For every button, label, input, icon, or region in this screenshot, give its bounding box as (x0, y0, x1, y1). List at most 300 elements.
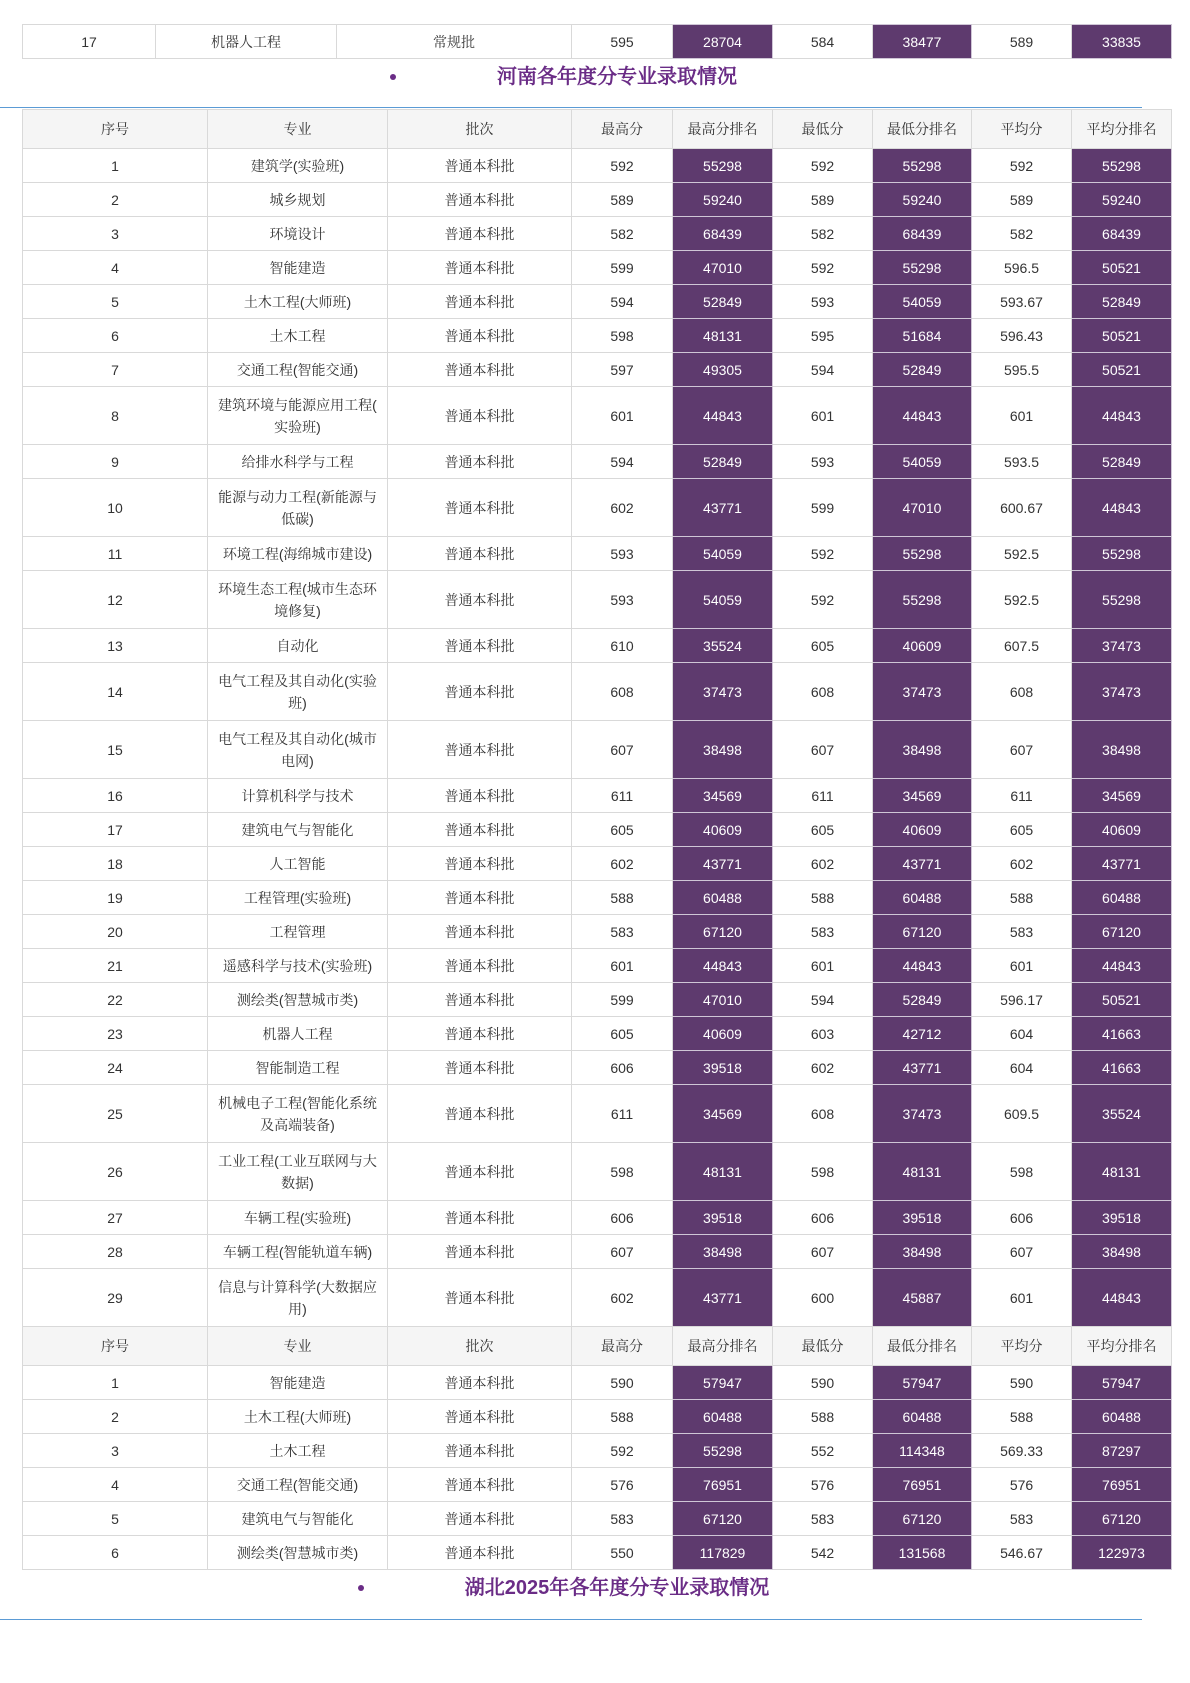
cell-batch: 普通本科批 (388, 387, 572, 445)
cell-avg-score: 590 (972, 1366, 1072, 1400)
cell-major: 电气工程及其自动化(实验 班) (208, 663, 388, 721)
cell-min-score-rank: 51684 (873, 319, 972, 353)
cell-avg-score-rank: 43771 (1072, 847, 1172, 881)
cell-min-score-rank: 52849 (873, 983, 972, 1017)
cell-major: 交通工程(智能交通) (208, 353, 388, 387)
cell-major: 车辆工程(实验班) (208, 1201, 388, 1235)
cell-major: 智能建造 (208, 1366, 388, 1400)
cell-max-score: 608 (572, 663, 673, 721)
previous-table-grid (22, 24, 1172, 59)
cell-major: 车辆工程(智能轨道车辆) (208, 1235, 388, 1269)
cell-index: 28 (23, 1235, 208, 1269)
header-min-score: 最低分 (773, 1327, 873, 1366)
cell-avg-score: 593.5 (972, 445, 1072, 479)
cell-min-score-rank: 60488 (873, 881, 972, 915)
cell-min-score-rank: 40609 (873, 629, 972, 663)
cell-batch: 普通本科批 (388, 1085, 572, 1143)
cell-max-score-rank: 35524 (673, 629, 773, 663)
cell-batch: 普通本科批 (388, 1366, 572, 1400)
cell-batch: 普通本科批 (388, 1017, 572, 1051)
cell-major: 机器人工程 (156, 25, 337, 59)
cell-index: 16 (23, 779, 208, 813)
header-max-score-rank: 最高分排名 (673, 110, 773, 149)
cell-index: 11 (23, 537, 208, 571)
header-min-score: 最低分 (773, 110, 873, 149)
cell-index: 25 (23, 1085, 208, 1143)
cell-avg-score-rank: 38498 (1072, 1235, 1172, 1269)
cell-max-score: 602 (572, 847, 673, 881)
table-row (23, 1366, 1172, 1400)
cell-max-score: 598 (572, 1143, 673, 1201)
table-row (23, 813, 1172, 847)
cell-max-score-rank: 54059 (673, 571, 773, 629)
cell-major: 环境生态工程(城市生态环 境修复) (208, 571, 388, 629)
section-title-henan (0, 64, 1190, 90)
header-min-score-rank: 最低分排名 (873, 110, 972, 149)
header-max-score: 最高分 (572, 110, 673, 149)
cell-min-score: 582 (773, 217, 873, 251)
section-title-label: 湖北2025年各年度分专业录取情况 (464, 1577, 770, 1599)
cell-min-score: 605 (773, 629, 873, 663)
cell-avg-score-rank: 34569 (1072, 779, 1172, 813)
henan-admission-tables (22, 109, 1172, 1570)
cell-avg-score: 607 (972, 1235, 1072, 1269)
cell-max-score-rank: 43771 (673, 1269, 773, 1327)
cell-max-score-rank: 52849 (673, 285, 773, 319)
cell-min-score-rank: 60488 (873, 1400, 972, 1434)
cell-max-score: 592 (572, 1434, 673, 1468)
cell-min-score-rank: 114348 (873, 1434, 972, 1468)
section-title-hubei (0, 1575, 1190, 1601)
cell-index: 17 (23, 813, 208, 847)
cell-avg-score-rank: 55298 (1072, 571, 1172, 629)
table-row (23, 721, 1172, 779)
cell-major: 建筑学(实验班) (208, 149, 388, 183)
cell-avg-score-rank: 38498 (1072, 721, 1172, 779)
cell-max-score: 605 (572, 1017, 673, 1051)
cell-avg-score-rank: 44843 (1072, 1269, 1172, 1327)
cell-max-score-rank: 48131 (673, 319, 773, 353)
cell-max-score: 611 (572, 779, 673, 813)
cell-min-score-rank: 131568 (873, 1536, 972, 1570)
table-row (23, 779, 1172, 813)
cell-avg-score: 598 (972, 1143, 1072, 1201)
table-row (23, 285, 1172, 319)
cell-min-score-rank: 55298 (873, 251, 972, 285)
cell-max-score-rank: 39518 (673, 1051, 773, 1085)
cell-avg-score-rank: 50521 (1072, 353, 1172, 387)
table-row (23, 1201, 1172, 1235)
cell-max-score-rank: 54059 (673, 537, 773, 571)
cell-min-score-rank: 37473 (873, 663, 972, 721)
cell-avg-score-rank: 52849 (1072, 445, 1172, 479)
cell-max-score: 550 (572, 1536, 673, 1570)
cell-avg-score: 593.67 (972, 285, 1072, 319)
cell-index: 26 (23, 1143, 208, 1201)
cell-max-score-rank: 67120 (673, 1502, 773, 1536)
cell-avg-score-rank: 37473 (1072, 663, 1172, 721)
cell-major: 交通工程(智能交通) (208, 1468, 388, 1502)
cell-index: 13 (23, 629, 208, 663)
cell-min-score-rank: 39518 (873, 1201, 972, 1235)
cell-max-score-rank: 39518 (673, 1201, 773, 1235)
cell-avg-score: 546.67 (972, 1536, 1072, 1570)
cell-min-score-rank: 48131 (873, 1143, 972, 1201)
cell-min-score: 603 (773, 1017, 873, 1051)
table-row (23, 1502, 1172, 1536)
cell-batch: 普通本科批 (388, 445, 572, 479)
table-row (23, 537, 1172, 571)
cell-batch: 普通本科批 (388, 1201, 572, 1235)
cell-min-score-rank: 55298 (873, 537, 972, 571)
cell-batch: 普通本科批 (388, 1502, 572, 1536)
cell-max-score: 602 (572, 479, 673, 537)
cell-avg-score: 604 (972, 1051, 1072, 1085)
cell-min-score-rank: 38498 (873, 1235, 972, 1269)
cell-major: 土木工程 (208, 1434, 388, 1468)
header-avg-score-rank: 平均分排名 (1072, 110, 1172, 149)
cell-major: 自动化 (208, 629, 388, 663)
cell-index: 8 (23, 387, 208, 445)
cell-min-score: 588 (773, 881, 873, 915)
cell-avg-score-rank: 41663 (1072, 1017, 1172, 1051)
cell-min-score: 601 (773, 387, 873, 445)
cell-min-score: 583 (773, 1502, 873, 1536)
table-row (23, 479, 1172, 537)
cell-avg-score: 592.5 (972, 571, 1072, 629)
cell-min-score: 590 (773, 1366, 873, 1400)
cell-avg-score-rank: 52849 (1072, 285, 1172, 319)
cell-batch: 常规批 (337, 25, 572, 59)
cell-min-score: 602 (773, 1051, 873, 1085)
cell-min-score-rank: 76951 (873, 1468, 972, 1502)
cell-major: 建筑电气与智能化 (208, 813, 388, 847)
cell-index: 29 (23, 1269, 208, 1327)
table-row (23, 1269, 1172, 1327)
header-avg-score: 平均分 (972, 1327, 1072, 1366)
table-row (23, 1017, 1172, 1051)
cell-max-score-rank: 117829 (673, 1536, 773, 1570)
cell-min-score-rank: 67120 (873, 1502, 972, 1536)
cell-major: 遥感科学与技术(实验班) (208, 949, 388, 983)
cell-index: 10 (23, 479, 208, 537)
cell-max-score-rank: 59240 (673, 183, 773, 217)
header-index: 序号 (23, 110, 208, 149)
cell-batch: 普通本科批 (388, 881, 572, 915)
header-avg-score-rank: 平均分排名 (1072, 1327, 1172, 1366)
header-batch: 批次 (388, 110, 572, 149)
cell-max-score: 583 (572, 915, 673, 949)
cell-batch: 普通本科批 (388, 1536, 572, 1570)
cell-max-score-rank: 40609 (673, 813, 773, 847)
cell-min-score: 599 (773, 479, 873, 537)
cell-min-score: 598 (773, 1143, 873, 1201)
cell-batch: 普通本科批 (388, 847, 572, 881)
cell-max-score-rank: 55298 (673, 149, 773, 183)
cell-index: 4 (23, 1468, 208, 1502)
cell-min-score: 606 (773, 1201, 873, 1235)
section-title-hubei-text (465, 1575, 770, 1601)
cell-index: 22 (23, 983, 208, 1017)
henan-table-part-1 (22, 109, 1172, 1327)
cell-index: 5 (23, 1502, 208, 1536)
cell-max-score-rank: 44843 (673, 387, 773, 445)
cell-index: 17 (23, 25, 156, 59)
cell-max-score: 582 (572, 217, 673, 251)
cell-min-score-rank: 44843 (873, 949, 972, 983)
cell-min-score: 605 (773, 813, 873, 847)
cell-max-score-rank: 38498 (673, 721, 773, 779)
cell-avg-score-rank: 122973 (1072, 1536, 1172, 1570)
cell-max-score: 602 (572, 1269, 673, 1327)
cell-batch: 普通本科批 (388, 353, 572, 387)
table-row (23, 881, 1172, 915)
table-row (23, 1536, 1172, 1570)
cell-min-score-rank: 57947 (873, 1366, 972, 1400)
cell-max-score: 599 (572, 251, 673, 285)
cell-min-score: 611 (773, 779, 873, 813)
cell-avg-score: 596.5 (972, 251, 1072, 285)
section-title-label: 河南各年度分专业录取情况 (497, 66, 737, 88)
cell-avg-score-rank: 67120 (1072, 915, 1172, 949)
table-row (23, 149, 1172, 183)
cell-max-score: 576 (572, 1468, 673, 1502)
cell-avg-score: 604 (972, 1017, 1072, 1051)
cell-min-score-rank: 34569 (873, 779, 972, 813)
cell-max-score: 610 (572, 629, 673, 663)
table-row (23, 571, 1172, 629)
cell-max-score: 601 (572, 387, 673, 445)
cell-min-score: 592 (773, 251, 873, 285)
cell-max-score: 606 (572, 1201, 673, 1235)
cell-index: 5 (23, 285, 208, 319)
cell-batch: 普通本科批 (388, 251, 572, 285)
cell-major: 土木工程 (208, 319, 388, 353)
cell-max-score-rank: 34569 (673, 1085, 773, 1143)
cell-avg-score-rank: 68439 (1072, 217, 1172, 251)
cell-max-score-rank: 37473 (673, 663, 773, 721)
cell-batch: 普通本科批 (388, 183, 572, 217)
header-avg-score: 平均分 (972, 110, 1072, 149)
cell-index: 6 (23, 1536, 208, 1570)
cell-avg-score: 595.5 (972, 353, 1072, 387)
cell-major: 计算机科学与技术 (208, 779, 388, 813)
cell-min-score-rank: 47010 (873, 479, 972, 537)
cell-max-score: 595 (572, 25, 673, 59)
cell-max-score-rank: 49305 (673, 353, 773, 387)
cell-major: 机器人工程 (208, 1017, 388, 1051)
cell-avg-score-rank: 37473 (1072, 629, 1172, 663)
cell-max-score-rank: 48131 (673, 1143, 773, 1201)
cell-max-score: 599 (572, 983, 673, 1017)
cell-index: 18 (23, 847, 208, 881)
cell-avg-score: 601 (972, 1269, 1072, 1327)
cell-max-score: 601 (572, 949, 673, 983)
cell-major: 工业工程(工业互联网与大 数据) (208, 1143, 388, 1201)
table-row (23, 353, 1172, 387)
cell-index: 14 (23, 663, 208, 721)
bullet-icon (358, 1585, 364, 1591)
cell-max-score: 593 (572, 571, 673, 629)
cell-avg-score: 605 (972, 813, 1072, 847)
cell-avg-score-rank: 55298 (1072, 149, 1172, 183)
cell-avg-score: 601 (972, 387, 1072, 445)
cell-max-score-rank: 44843 (673, 949, 773, 983)
cell-avg-score: 582 (972, 217, 1072, 251)
table-row (23, 1085, 1172, 1143)
table-row (23, 217, 1172, 251)
cell-batch: 普通本科批 (388, 1235, 572, 1269)
cell-max-score: 606 (572, 1051, 673, 1085)
cell-min-score: 542 (773, 1536, 873, 1570)
cell-max-score-rank: 60488 (673, 881, 773, 915)
header-min-score-rank: 最低分排名 (873, 1327, 972, 1366)
cell-major: 电气工程及其自动化(城市 电网) (208, 721, 388, 779)
cell-index: 4 (23, 251, 208, 285)
cell-major: 城乡规划 (208, 183, 388, 217)
table-row (23, 1051, 1172, 1085)
cell-avg-score-rank: 60488 (1072, 1400, 1172, 1434)
cell-avg-score: 589 (972, 183, 1072, 217)
cell-avg-score-rank: 44843 (1072, 949, 1172, 983)
cell-max-score-rank: 43771 (673, 479, 773, 537)
cell-avg-score-rank: 60488 (1072, 881, 1172, 915)
cell-avg-score: 596.17 (972, 983, 1072, 1017)
table-row (23, 183, 1172, 217)
cell-max-score-rank: 47010 (673, 251, 773, 285)
cell-max-score: 589 (572, 183, 673, 217)
header-max-score-rank: 最高分排名 (673, 1327, 773, 1366)
cell-index: 9 (23, 445, 208, 479)
cell-min-score: 601 (773, 949, 873, 983)
cell-min-score: 589 (773, 183, 873, 217)
cell-batch: 普通本科批 (388, 319, 572, 353)
cell-avg-score-rank: 50521 (1072, 319, 1172, 353)
cell-min-score: 583 (773, 915, 873, 949)
cell-avg-score: 588 (972, 881, 1072, 915)
cell-max-score-rank: 28704 (673, 25, 773, 59)
cell-index: 6 (23, 319, 208, 353)
cell-batch: 普通本科批 (388, 721, 572, 779)
cell-index: 3 (23, 217, 208, 251)
cell-avg-score: 606 (972, 1201, 1072, 1235)
henan-table-part-2 (22, 1326, 1172, 1570)
cell-batch: 普通本科批 (388, 1269, 572, 1327)
cell-avg-score-rank: 48131 (1072, 1143, 1172, 1201)
cell-min-score-rank: 55298 (873, 149, 972, 183)
cell-batch: 普通本科批 (388, 1468, 572, 1502)
cell-max-score: 592 (572, 149, 673, 183)
cell-min-score-rank: 54059 (873, 285, 972, 319)
cell-min-score-rank: 43771 (873, 1051, 972, 1085)
cell-avg-score: 583 (972, 915, 1072, 949)
cell-min-score: 607 (773, 721, 873, 779)
cell-avg-score: 611 (972, 779, 1072, 813)
cell-avg-score: 608 (972, 663, 1072, 721)
table-row (23, 445, 1172, 479)
cell-index: 1 (23, 149, 208, 183)
cell-min-score: 592 (773, 149, 873, 183)
cell-avg-score-rank: 59240 (1072, 183, 1172, 217)
cell-avg-score-rank: 55298 (1072, 537, 1172, 571)
cell-max-score-rank: 34569 (673, 779, 773, 813)
cell-batch: 普通本科批 (388, 537, 572, 571)
cell-max-score: 607 (572, 1235, 673, 1269)
cell-avg-score-rank: 50521 (1072, 983, 1172, 1017)
cell-min-score-rank: 44843 (873, 387, 972, 445)
cell-batch: 普通本科批 (388, 1051, 572, 1085)
cell-index: 2 (23, 1400, 208, 1434)
cell-avg-score: 602 (972, 847, 1072, 881)
cell-min-score-rank: 42712 (873, 1017, 972, 1051)
cell-batch: 普通本科批 (388, 217, 572, 251)
cell-avg-score: 596.43 (972, 319, 1072, 353)
cell-min-score: 592 (773, 537, 873, 571)
table-row (23, 847, 1172, 881)
cell-major: 信息与计算科学(大数据应 用) (208, 1269, 388, 1327)
cell-max-score: 594 (572, 445, 673, 479)
cell-index: 23 (23, 1017, 208, 1051)
cell-index: 20 (23, 915, 208, 949)
cell-max-score-rank: 47010 (673, 983, 773, 1017)
cell-min-score-rank: 43771 (873, 847, 972, 881)
cell-min-score-rank: 52849 (873, 353, 972, 387)
header-max-score: 最高分 (572, 1327, 673, 1366)
header-major: 专业 (208, 110, 388, 149)
cell-max-score-rank: 76951 (673, 1468, 773, 1502)
cell-batch: 普通本科批 (388, 1434, 572, 1468)
table-row (23, 663, 1172, 721)
cell-batch: 普通本科批 (388, 663, 572, 721)
cell-major: 智能制造工程 (208, 1051, 388, 1085)
cell-avg-score-rank: 44843 (1072, 479, 1172, 537)
cell-min-score: 595 (773, 319, 873, 353)
cell-batch: 普通本科批 (388, 285, 572, 319)
cell-index: 15 (23, 721, 208, 779)
cell-min-score-rank: 38498 (873, 721, 972, 779)
table-row (23, 983, 1172, 1017)
cell-avg-score: 592.5 (972, 537, 1072, 571)
header-row (23, 110, 1172, 149)
table-row (23, 25, 1172, 59)
section-divider (0, 1619, 1142, 1620)
cell-max-score-rank: 67120 (673, 915, 773, 949)
cell-major: 建筑电气与智能化 (208, 1502, 388, 1536)
cell-max-score: 594 (572, 285, 673, 319)
cell-batch: 普通本科批 (388, 479, 572, 537)
cell-avg-score-rank: 76951 (1072, 1468, 1172, 1502)
cell-avg-score: 569.33 (972, 1434, 1072, 1468)
table-row (23, 251, 1172, 285)
table-row (23, 949, 1172, 983)
cell-index: 19 (23, 881, 208, 915)
cell-major: 工程管理 (208, 915, 388, 949)
cell-avg-score-rank: 57947 (1072, 1366, 1172, 1400)
cell-max-score: 611 (572, 1085, 673, 1143)
cell-major: 土木工程(大师班) (208, 1400, 388, 1434)
cell-index: 12 (23, 571, 208, 629)
cell-major: 机械电子工程(智能化系统 及高端装备) (208, 1085, 388, 1143)
cell-batch: 普通本科批 (388, 1143, 572, 1201)
cell-max-score-rank: 68439 (673, 217, 773, 251)
cell-min-score: 594 (773, 353, 873, 387)
cell-major: 人工智能 (208, 847, 388, 881)
cell-min-score: 584 (773, 25, 873, 59)
cell-avg-score: 588 (972, 1400, 1072, 1434)
cell-index: 21 (23, 949, 208, 983)
table-row (23, 629, 1172, 663)
cell-max-score: 607 (572, 721, 673, 779)
